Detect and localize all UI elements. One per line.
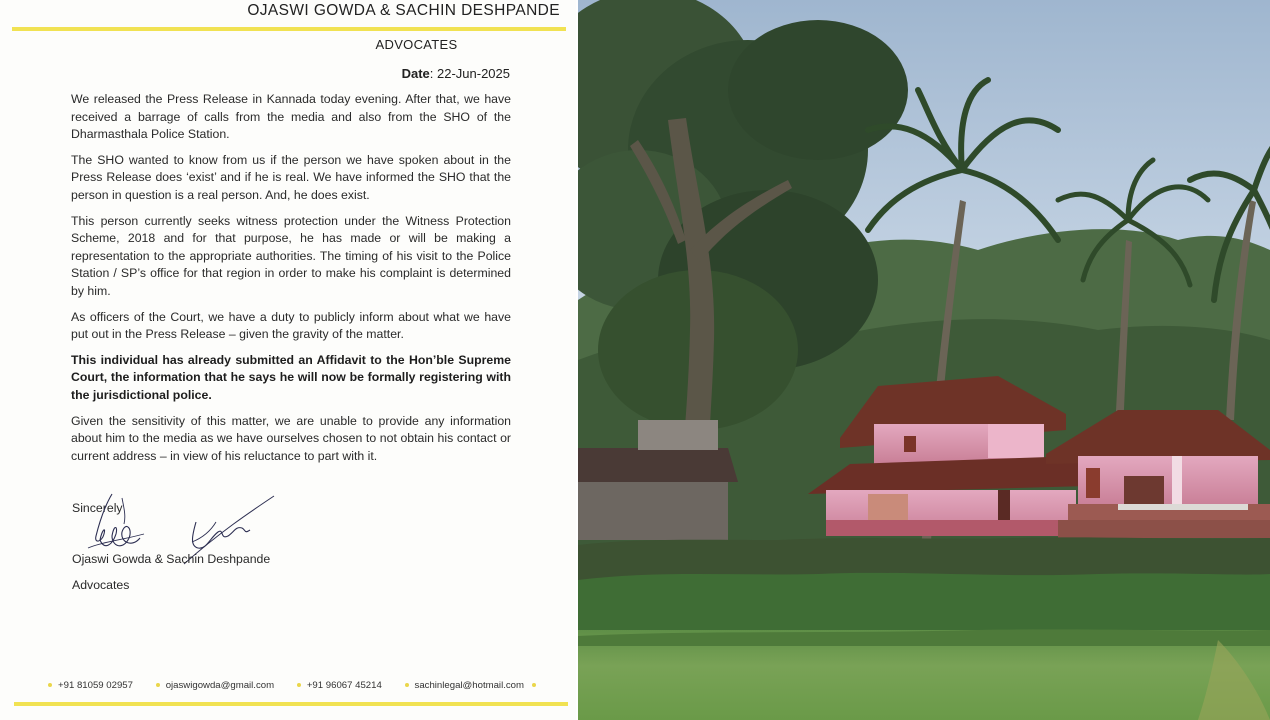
bullet-dot-icon	[532, 683, 536, 687]
letterhead-subtitle: ADVOCATES	[375, 37, 458, 52]
bullet-dot-icon	[297, 683, 301, 687]
footer-phone-2: +91 96067 45214	[297, 680, 382, 691]
date-label: Date	[401, 66, 430, 81]
date-value: : 22-Jun-2025	[429, 66, 510, 81]
paragraph-6: Given the sensitivity of this matter, we are unable to provide any information about him to the media as we have ourselves chosen to not obtain his contact or current address – in view of his reluctance to part with it.	[71, 413, 511, 463]
letterhead-top-rule	[12, 27, 566, 31]
signature-ojaswi	[82, 490, 152, 560]
bullet-dot-icon	[405, 683, 409, 687]
paragraph-4: As officers of the Court, we have a duty to publicly inform about what we have put out in the Press Release – given the gravity of the matter.	[71, 309, 511, 342]
paragraph-3: This person currently seeks witness protection under the Witness Protection Scheme, 2018 and for that purpose, he has made or will be making a representation to the appropriate authorities. The timing of his visit to the Police Station / SP’s office for that region in order to make his complaint is determined by him.	[71, 213, 511, 298]
closing-sincerely: Sincerely	[72, 501, 123, 515]
letterhead-firm-name: OJASWI GOWDA & SACHIN DESHPANDE	[247, 2, 560, 19]
paragraph-5-bold: This individual has already submitted an Affidavit to the Hon’ble Supreme Court, the information that he says he will now be formally registering with the jurisdictional police.	[71, 352, 511, 402]
letterhead-bottom-rule	[14, 702, 568, 706]
paragraph-2: The SHO wanted to know from us if the person we have spoken about in the Press Release does ‘exist’ and if he is real. We have informed the SHO that the person in question is a real person. And, he does exist.	[71, 152, 511, 202]
village-house-photo	[578, 0, 1270, 720]
paragraph-1: We released the Press Release in Kannada today evening. After that, we have received a barrage of calls from the media and also from the SHO of the Dharmasthala Police Station.	[71, 92, 511, 142]
letter-date	[402, 66, 510, 81]
footer-email-1: ojaswigowda@gmail.com	[156, 680, 274, 691]
cropped-address-line	[66, 713, 546, 720]
bullet-dot-icon	[156, 683, 160, 687]
bullet-dot-icon	[48, 683, 52, 687]
letter-body	[71, 91, 511, 473]
letterhead-footer	[48, 680, 536, 691]
footer-phone-1: +91 81059 02957	[48, 680, 133, 691]
photo-scene	[578, 0, 1270, 720]
press-letter	[0, 0, 578, 720]
signatories-names: Ojaswi Gowda & Sachin Deshpande	[72, 552, 271, 566]
signatories-title: Advocates	[72, 578, 130, 592]
footer-email-2: sachinlegal@hotmail.com	[405, 680, 536, 691]
